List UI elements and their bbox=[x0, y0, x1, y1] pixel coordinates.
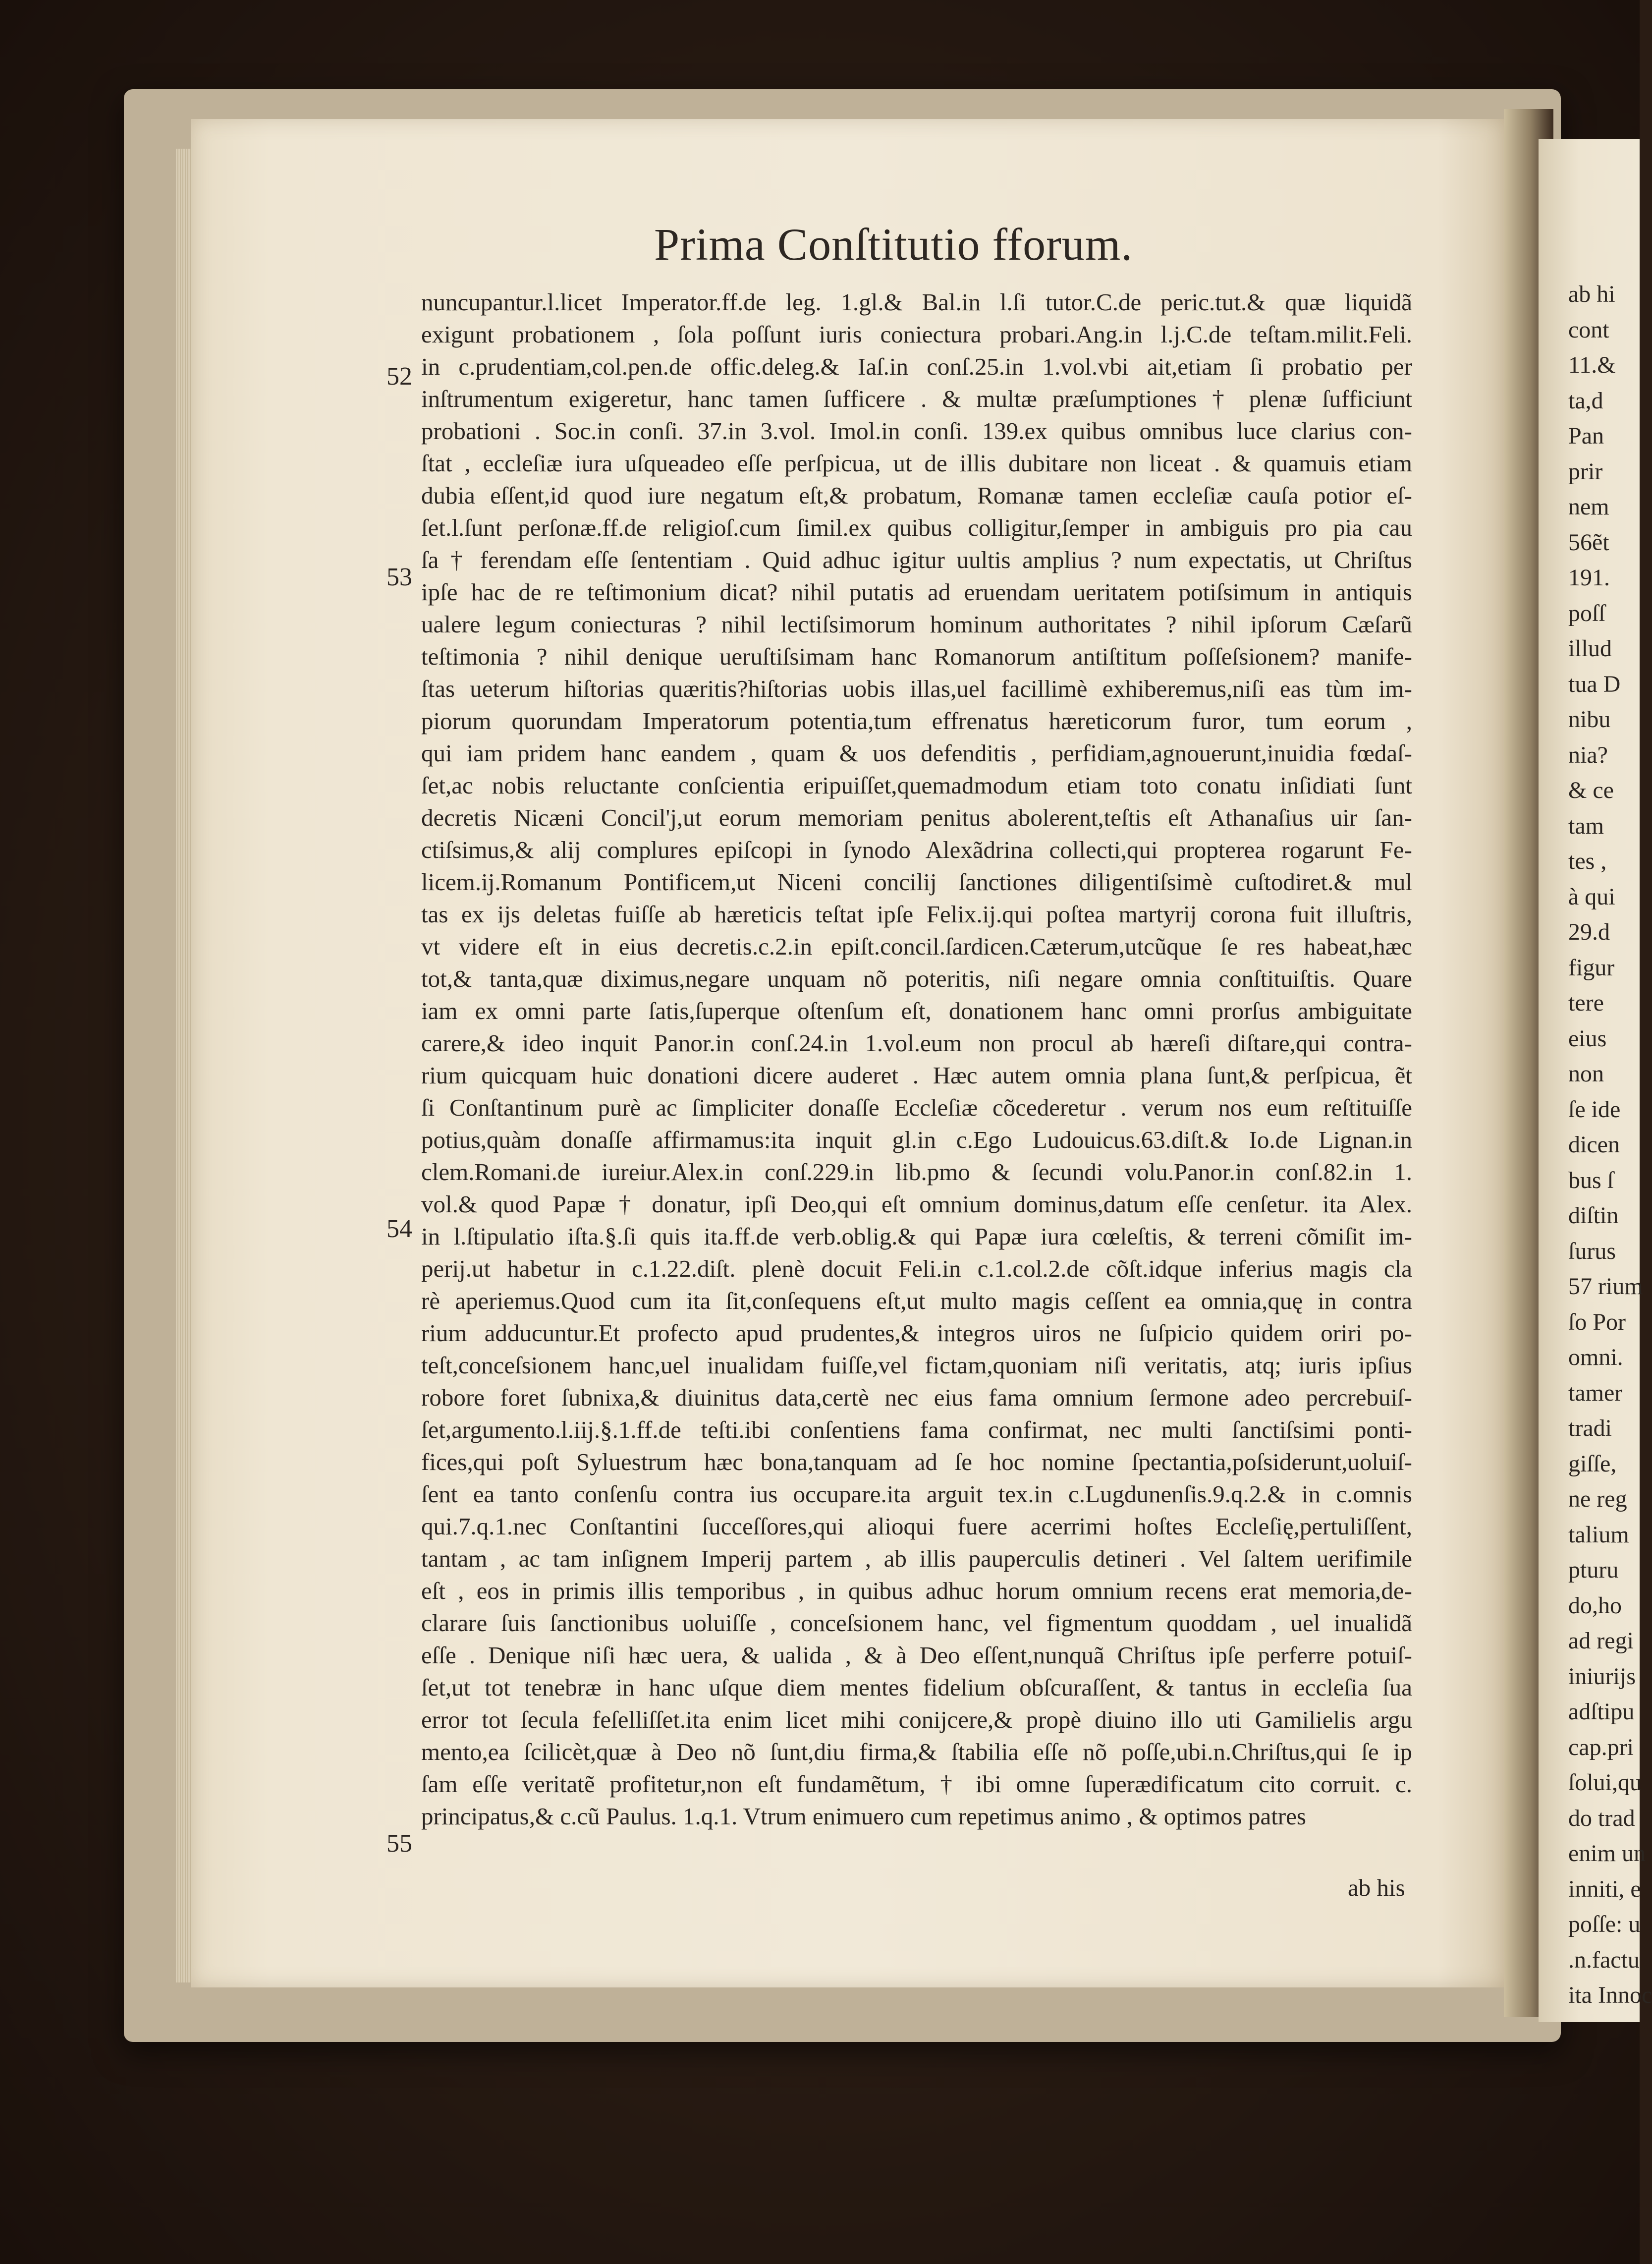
facing-page-line: 29.d bbox=[1568, 919, 1610, 945]
text-line: perij.ut habetur in c.1.22.diſt. plenè docuit Feli.in c.1.col.2.de cõſt.idque inferius magis cla bbox=[421, 1255, 1412, 1282]
text-line: eſt , eos in primis illis temporibus , in quibus adhuc horum omnium recens erat memoria,de- bbox=[421, 1577, 1412, 1604]
text-line: tantam , ac tam inſignem Imperij partem , ab illis pauperculis detineri . Vel ſaltem uerifimile bbox=[421, 1545, 1412, 1572]
text-line: ualere legum coniecturas ? nihil lectiſsimorum hominum authoritates ? nihil ipſorum Cæſarũ bbox=[421, 611, 1412, 638]
catchword: ab his bbox=[1348, 1874, 1405, 1901]
text-line: piorum quorundam Imperatorum potentia,tum effrenatus hæreticorum furor, tum eorum , bbox=[421, 707, 1412, 735]
text-line: probationi . Soc.in conſi. 37.in 3.vol. Imol.in conſi. 139.ex quibus omnibus luce clarius con- bbox=[421, 417, 1412, 445]
facing-page-line: diſtin bbox=[1568, 1202, 1619, 1229]
text-line: clem.Romani.de iureiur.Alex.in conſ.229.in lib.pmo & ſecundi volu.Panor.in conſ.82.in 1. bbox=[421, 1158, 1412, 1186]
facing-page-line: tradi bbox=[1568, 1415, 1612, 1441]
text-line: decretis Nicæni Concil'j,ut eorum memoriam penitus abolerent,teſtis eſt Athanaſius uir ſan- bbox=[421, 804, 1412, 831]
facing-page-line: tere bbox=[1568, 990, 1604, 1016]
margin-number: 54 bbox=[386, 1215, 412, 1243]
text-line: carere,& ideo inquit Panor.in conſ.24.in 1.vol.eum non procul ab hæreſi diſtare,qui contra- bbox=[421, 1029, 1412, 1057]
facing-page-line: do,ho bbox=[1568, 1592, 1622, 1619]
facing-page-line: nem bbox=[1568, 494, 1609, 520]
facing-page-line: & ce bbox=[1568, 777, 1614, 803]
facing-page-line: ſurus bbox=[1568, 1238, 1616, 1264]
text-line: potius,quàm donaſſe affirmamus:ita inquit gl.in c.Ego Ludouicus.63.diſt.& Io.de Lignan.in bbox=[421, 1126, 1412, 1153]
facing-page-line: illud bbox=[1568, 635, 1612, 662]
facing-page-line: 11.& bbox=[1568, 352, 1616, 378]
facing-page-line: tua D bbox=[1568, 671, 1621, 697]
text-line: ſet,ut tot tenebræ in hanc uſque diem mentes fidelium obſcuraſſent, & tantus in eccleſia ſua bbox=[421, 1674, 1412, 1701]
facing-page-line: pturu bbox=[1568, 1557, 1619, 1583]
facing-page-line: talium bbox=[1568, 1521, 1629, 1548]
text-line: ſet.l.ſunt perſonæ.ff.de religioſ.cum ſimil.ex quibus colligitur,ſemper in ambiguis pro pia cau bbox=[421, 514, 1412, 541]
margin-number: 55 bbox=[386, 1829, 412, 1858]
text-line: ipſe hac de re teſtimonium dicat? nihil putatis ad eruendam ueritatem potiſsimum in antiquis bbox=[421, 578, 1412, 606]
text-line: dubia eſſent,id quod iure negatum eſt,& probatum, Romanæ tamen eccleſiæ cauſa potior eſ- bbox=[421, 482, 1412, 509]
text-line: exigunt probationem , ſola poſſunt iuris coniectura probari.Ang.in l.j.C.de teſtam.milit.Feli. bbox=[421, 321, 1412, 348]
facing-page-line: à qui bbox=[1568, 883, 1615, 910]
facing-page-line: ad regi bbox=[1568, 1628, 1634, 1654]
facing-page-line: tam bbox=[1568, 812, 1604, 839]
text-line: ſi Conſtantinum purè ac ſimpliciter donaſſe Eccleſiæ cõcederetur . verum nos eum reſtituiſſe bbox=[421, 1094, 1412, 1121]
text-line: nuncupantur.l.licet Imperator.ff.de leg. 1.gl.& Bal.in l.ſi tutor.C.de peric.tut.& quæ liquidã bbox=[421, 288, 1412, 316]
facing-page-line: cap.pri bbox=[1568, 1734, 1634, 1760]
facing-page-line: giſſe, bbox=[1568, 1450, 1617, 1477]
text-line: tas ex ijs deletas fuiſſe ab hæreticis teſtat ipſe Felix.ij.qui poſtea martyrij corona fuit illuſtris, bbox=[421, 901, 1412, 928]
text-line: mento,ea ſcilicèt,quæ à Deo nõ ſunt,diu firma,& ſtabilia eſſe nõ poſſe,ubi.n.Chriſtus,qui ſe ip bbox=[421, 1738, 1412, 1765]
text-line: tot,& tanta,quæ diximus,negare unquam nõ poteritis, niſi negare omnia conſtituiſtis. Quare bbox=[421, 965, 1412, 992]
facing-page-line: cont bbox=[1568, 316, 1609, 343]
facing-page-line: adſtipu bbox=[1568, 1698, 1635, 1725]
text-line: fices,qui poſt Syluestrum hæc bona,tanquam ad ſe hoc nomine ſpectantia,poſsiderunt,uoluiſ- bbox=[421, 1448, 1412, 1475]
facing-page-line: ne reg bbox=[1568, 1486, 1627, 1512]
facing-page bbox=[1539, 139, 1652, 2022]
text-line: principatus,& c.cũ Paulus. 1.q.1. Vtrum enimuero cum repetimus animo , & optimos patres bbox=[421, 1803, 1306, 1830]
facing-page-line: nia? bbox=[1568, 741, 1608, 768]
text-line: qui iam pridem hanc eandem , quam & uos defenditis , perfidiam,agnouerunt,inuidia fœdaſ- bbox=[421, 739, 1412, 767]
text-line: teſt,conceſsionem hanc,uel inualidam fuiſſe,vel fictam,quoniam niſi veritatis, atq; iuris ipſius bbox=[421, 1352, 1412, 1379]
text-line: robore foret ſubnixa,& diuinitus data,certè nec eius fama omnium ſermone adeo percrebuiſ- bbox=[421, 1384, 1412, 1411]
facing-page-line: figur bbox=[1568, 954, 1615, 981]
facing-page-line: non bbox=[1568, 1061, 1604, 1087]
facing-page-line: dicen bbox=[1568, 1132, 1620, 1158]
text-line: vol.& quod Papæ † donatur, ipſi Deo,qui eſt omnium dominus,datum eſſe cenſetur. ita Alex. bbox=[421, 1190, 1412, 1218]
facing-page-line: ſe ide bbox=[1568, 1096, 1621, 1123]
text-line: inſtrumentum exigeretur, hanc tamen ſufficere . & multæ præſumptiones † plenæ ſufficiunt bbox=[421, 385, 1412, 412]
facing-page-line: do trad bbox=[1568, 1805, 1635, 1831]
text-line: ſam eſſe veritatẽ profitetur,non eſt fundamẽtum, † ibi omne ſuperædificatum cito corruit. c. bbox=[421, 1770, 1412, 1798]
text-line: rè aperiemus.Quod cum ita ſit,conſequens eſt,ut multo magis ceſſent ea omnia,quę in contra bbox=[421, 1287, 1412, 1314]
facing-page-line: Pan bbox=[1568, 423, 1604, 449]
text-line: rium quicquam huic donationi dicere auderet . Hæc autem omnia plana ſunt,& perſpicua, ẽt bbox=[421, 1062, 1412, 1089]
margin-number: 52 bbox=[386, 362, 412, 391]
running-header: Prima Conſtitutio fforum. bbox=[654, 219, 1133, 270]
text-line: in c.prudentiam,col.pen.de offic.deleg.& Iaſ.in conſ.25.in 1.vol.vbi ait,etiam ſi probatio per bbox=[421, 353, 1412, 380]
text-line: in l.ſtipulatio iſta.§.ſi quis ita.ff.de verb.oblig.& qui Papæ iura cœleſtis, & terreni cõmiſit im- bbox=[421, 1223, 1412, 1250]
text-line: eſſe . Denique niſi hæc uera, & ualida , & à Deo eſſent,nunquã Chriſtus ipſe perferre potuiſ- bbox=[421, 1641, 1412, 1669]
facing-page-line: bus ſ bbox=[1568, 1167, 1614, 1193]
text-line: rium adducuntur.Et profecto apud prudentes,& integros uiros ne ſuſpicio quidem oriri po- bbox=[421, 1319, 1412, 1347]
text-line: clarare ſuis ſanctionibus uoluiſſe , conceſsionem hanc, vel figmentum quoddam , uel inualidã bbox=[421, 1609, 1412, 1637]
text-line: ſtat , eccleſiæ iura uſqueadeo eſſe perſpicua, ut de illis dubitare non liceat . & quamuis etiam bbox=[421, 450, 1412, 477]
facing-page-line: omni. bbox=[1568, 1344, 1623, 1370]
text-line: teſtimonia ? nihil denique ueruſtiſsimam hanc Romanorum antiſtitum poſſeſsionem? manife- bbox=[421, 643, 1412, 670]
facing-page-line: tamer bbox=[1568, 1379, 1623, 1406]
facing-page-line: 57 rium bbox=[1568, 1273, 1643, 1300]
text-line: ſet,argumento.l.iij.§.1.ff.de teſti.ibi conſentiens fama confirmat, nec multi ſanctiſsimi ponti- bbox=[421, 1416, 1412, 1443]
margin-number: 53 bbox=[386, 563, 412, 591]
facing-page-line: inniti, e bbox=[1568, 1875, 1641, 1902]
facing-page-line: tes , bbox=[1568, 848, 1607, 874]
text-line: ſent ea tanto conſenſu contra ius occupare.ita arguit tex.in c.Lugdunenſis.9.q.2.& in c.omnis bbox=[421, 1480, 1412, 1508]
facing-page-line: ab hi bbox=[1568, 281, 1615, 307]
text-line: qui.7.q.1.nec Conſtantini ſucceſſores,qui alioqui fuere acerrimi hoſtes Eccleſię,pertuliſſent, bbox=[421, 1513, 1412, 1540]
facing-page-line: poſſ bbox=[1568, 600, 1605, 626]
text-line: ſtas ueterum hiſtorias quæritis?hiſtorias uobis illas,uel facillimè exhiberemus,niſi eas tùm im- bbox=[421, 675, 1412, 702]
facing-page-line: 56ẽt bbox=[1568, 529, 1609, 556]
facing-page-line: nibu bbox=[1568, 706, 1611, 733]
text-line: iam ex omni parte ſatis,ſuperque oſtenſum eſt, donationem hanc omni prorſus ambiguitate bbox=[421, 997, 1412, 1024]
facing-page-line: poſſe: u bbox=[1568, 1911, 1641, 1937]
text-line: ctiſsimus,& alij complures epiſcopi in ſynodo Alexãdrina collecti,qui propterea rogarunt Fe- bbox=[421, 836, 1412, 863]
facing-page-line: enim un bbox=[1568, 1840, 1646, 1867]
facing-page-line: 191. bbox=[1568, 565, 1610, 591]
facing-page-line: ſo Por bbox=[1568, 1308, 1626, 1335]
facing-page-line: iniurijs bbox=[1568, 1663, 1636, 1690]
text-line: ſa † ferendam eſſe ſententiam . Quid adhuc igitur uultis amplius ? num expectatis, ut Chriſtus bbox=[421, 546, 1412, 573]
text-line: ſet,ac nobis reluctante conſcientia eripuiſſet,quemadmodum etiam toto conatu inſidiati ſunt bbox=[421, 772, 1412, 799]
text-line: licem.ij.Romanum Pontificem,ut Niceni concilij ſanctiones diligentiſsimè cuſtodiret.& mul bbox=[421, 868, 1412, 896]
facing-page-line: ta,d bbox=[1568, 387, 1603, 414]
facing-page-line: eius bbox=[1568, 1025, 1607, 1052]
facing-page-line: .n.factu bbox=[1568, 1946, 1640, 1973]
facing-page-line: ſolui,qu bbox=[1568, 1769, 1642, 1796]
facing-page-line: prir bbox=[1568, 458, 1603, 485]
text-line: error tot ſecula feſelliſſet.ita enim licet mihi conijcere,& propè diuino illo uti Gamilielis argu bbox=[421, 1706, 1412, 1733]
facing-page-line: ita Innoc bbox=[1568, 1982, 1652, 2008]
text-line: vt videre eſt in eius decretis.c.2.in epiſt.concil.ſardicen.Cæterum,utcũque ſe res habeat,hæc bbox=[421, 933, 1412, 960]
